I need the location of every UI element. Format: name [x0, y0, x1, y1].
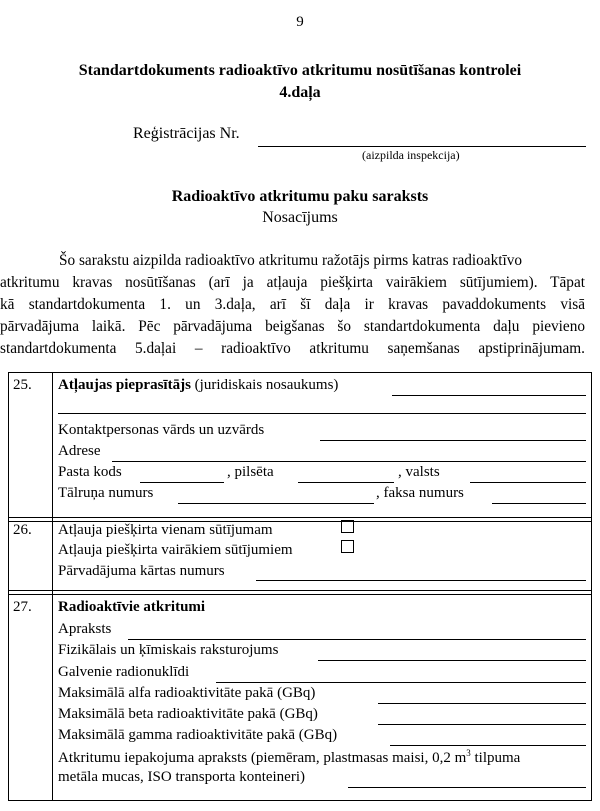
- gamma-activity-label: Maksimālā gamma radioaktivitāte pakā (GBq): [58, 727, 338, 743]
- packaging-label-line-2: metāla mucas, ISO transporta konteineri): [58, 769, 306, 785]
- postal-code-label: Pasta kods: [58, 464, 122, 480]
- transport-order-field[interactable]: [256, 580, 586, 581]
- phone-label: Tālruņa numurs: [58, 485, 154, 501]
- section-divider: [8, 594, 592, 595]
- beta-activity-label: Maksimālā beta radioaktivitāte pakā (GBq): [58, 706, 318, 722]
- description-label: Apraksts: [58, 621, 112, 637]
- applicant-name-field[interactable]: [392, 395, 586, 396]
- multiple-shipments-checkbox[interactable]: [341, 540, 354, 553]
- title-line-1: Standartdokuments radioaktīvo atkritumu nosūtīšanas kontrolei: [78, 62, 522, 79]
- number-column-divider: [52, 372, 53, 800]
- contact-person-field[interactable]: [320, 440, 586, 441]
- country-field[interactable]: [470, 482, 586, 483]
- address-label: Adrese: [58, 443, 101, 459]
- alpha-activity-label: Maksimālā alfa radioaktivitāte pakā (GBq): [58, 685, 316, 701]
- intro-line: standartdokumenta 5.daļai – radioaktīvo atkritumu saņemšanas apstiprinājumam.: [0, 340, 585, 357]
- section-26-number: 26.: [13, 522, 32, 538]
- title-line-2: 4.daļa: [279, 84, 321, 101]
- fax-field[interactable]: [492, 503, 586, 504]
- radionuclides-label: Galvenie radionuklīdi: [58, 664, 190, 680]
- intro-paragraph: [0, 250, 585, 360]
- packaging-label-line-1: [58, 748, 520, 767]
- form-border-right: [591, 372, 592, 800]
- gamma-activity-field[interactable]: [390, 745, 586, 746]
- fax-label: , faksa numurs: [376, 485, 464, 501]
- cubic-superscript: 3: [466, 748, 471, 758]
- name-continuation-field[interactable]: [58, 413, 586, 414]
- postal-row: [58, 464, 588, 481]
- section-divider: [8, 517, 592, 518]
- postal-code-field[interactable]: [140, 482, 224, 483]
- radionuclides-field[interactable]: [216, 682, 586, 683]
- intro-line: kā standartdokumenta 1. un 3.daļa, arī šī daļa ir kravas pavaddokuments visā: [0, 296, 585, 313]
- single-shipment-checkbox[interactable]: [341, 520, 354, 533]
- page-number: 9: [296, 14, 304, 30]
- physchem-field[interactable]: [318, 660, 586, 661]
- applicant-heading-note: (juridiskais nosaukums): [190, 377, 339, 393]
- description-field[interactable]: [128, 639, 586, 640]
- transport-order-label: Pārvadājuma kārtas numurs: [58, 563, 225, 579]
- list-title: Radioaktīvo atkritumu paku saraksts: [171, 188, 429, 205]
- packaging-text-b: tilpuma: [470, 750, 521, 766]
- phone-field[interactable]: [178, 503, 374, 504]
- country-label: , valsts: [398, 464, 440, 480]
- beta-activity-field[interactable]: [378, 724, 586, 725]
- form-border-top: [8, 372, 592, 373]
- form-border-left: [8, 372, 9, 800]
- section-27-number: 27.: [13, 599, 32, 615]
- city-label: , pilsēta: [227, 464, 274, 480]
- intro-line: atkritumu kravas nosūtīšanas (arī ja atļauja piešķirta vairākiem sūtījumiem). Tāpat: [0, 274, 585, 291]
- packaging-field[interactable]: [348, 787, 586, 788]
- registration-label: Reģistrācijas Nr.: [133, 125, 240, 142]
- multiple-shipments-label: Atļauja piešķirta vairākiem sūtījumiem: [58, 542, 293, 558]
- city-field[interactable]: [298, 482, 394, 483]
- form-border-bottom: [8, 800, 592, 801]
- address-field[interactable]: [112, 461, 586, 462]
- document-title: [0, 60, 600, 104]
- section-divider: [8, 590, 592, 591]
- contact-person-label: Kontaktpersonas vārds un uzvārds: [58, 422, 265, 438]
- registration-number-field[interactable]: [258, 146, 586, 147]
- waste-heading: Radioaktīvie atkritumi: [58, 599, 206, 615]
- section-25-number: 25.: [13, 377, 32, 393]
- applicant-heading: [58, 377, 338, 394]
- packaging-text-a: Atkritumu iepakojuma apraksts (piemēram, plastmasas maisi, 0,2 m: [58, 750, 467, 766]
- registration-note: (aizpilda inspekcija): [362, 148, 460, 162]
- phone-row: [58, 485, 588, 502]
- applicant-heading-bold: Atļaujas pieprasītājs: [58, 377, 191, 393]
- physchem-label: Fizikālais un ķīmiskais raksturojums: [58, 642, 279, 658]
- intro-line: pārvadājuma laikā. Pēc pārvadājuma beigšanas šo standartdokumenta daļu pievieno: [0, 318, 585, 335]
- intro-line: Šo sarakstu aizpilda radioaktīvo atkritumu ražotājs pirms katras radioaktīvo: [59, 252, 523, 269]
- list-subtitle: Nosacījums: [262, 209, 338, 226]
- alpha-activity-field[interactable]: [378, 703, 586, 704]
- single-shipment-label: Atļauja piešķirta vienam sūtījumam: [58, 522, 273, 538]
